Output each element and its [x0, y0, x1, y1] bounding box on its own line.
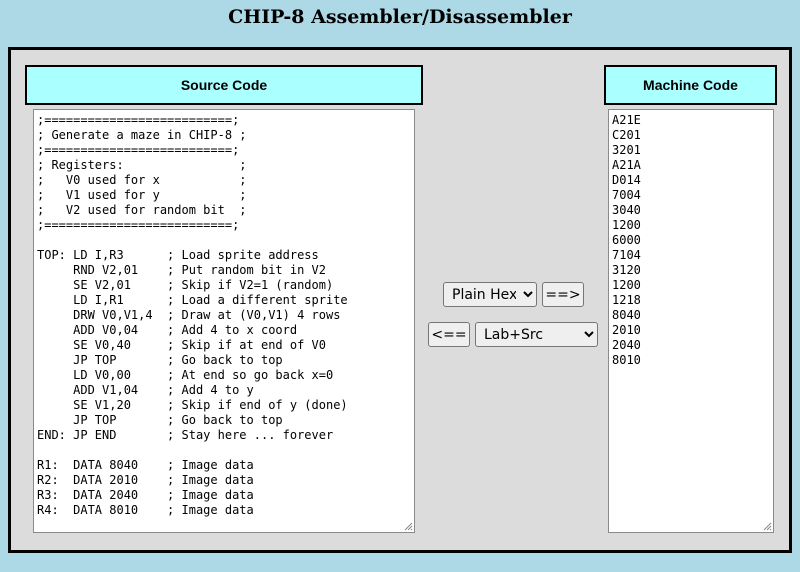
assemble-controls [443, 282, 584, 307]
assemble-button[interactable]: ==> [542, 282, 584, 307]
source-code-text: ;==========================; ; Generate a maze in CHIP-8 ; ;==========================; ; Registers: ; ; V0 used for x ; ; V1 used for y ; ; V2 used for random bit ; ;==========================; TOP: LD I,R3 ; Load sprite address RND V2,01 ; Put random bit in V2 SE V2,01 ; Skip if V2=1 (random) LD I,R1 ; Load a different sprite DRW V0,V1,4 ; Draw at (V0,V1) 4 rows ADD V0,04 ; Add 4 to x coord SE V0,40 ; Skip if at end of V0 JP TOP ; Go back to top LD V0,00 ; At end so go back x=0 ADD V1,04 ; Add 4 to y SE V1,20 ; Skip if end of y (done) JP TOP ; Go back to top END: JP END ; Stay here ... forever R1: DATA 8040 ; Image data R2: DATA 2010 ; Image data R3: DATA 2040 ; Image data R4: DATA 8010 ; Image data [37, 113, 348, 517]
source-code-textarea[interactable] [33, 109, 415, 533]
resize-grip-icon[interactable] [403, 521, 413, 531]
disassemble-controls [428, 322, 598, 347]
machine-code-textarea[interactable] [608, 109, 774, 533]
resize-grip-icon[interactable] [762, 521, 772, 531]
disassemble-button[interactable]: <== [428, 322, 470, 347]
source-code-header-label: Source Code [180, 77, 268, 93]
output-format-select[interactable] [443, 282, 537, 307]
source-code-header [25, 65, 423, 105]
machine-code-header [604, 65, 777, 105]
page-title: CHIP-8 Assembler/Disassembler [228, 6, 572, 28]
main-frame [8, 47, 792, 553]
machine-code-header-label: Machine Code [643, 77, 738, 93]
machine-code-text: A21E C201 3201 A21A D014 7004 3040 1200 6000 7104 3120 1200 1218 8040 2010 2040 8010 [612, 113, 641, 367]
disassembly-mode-select[interactable] [475, 322, 598, 347]
